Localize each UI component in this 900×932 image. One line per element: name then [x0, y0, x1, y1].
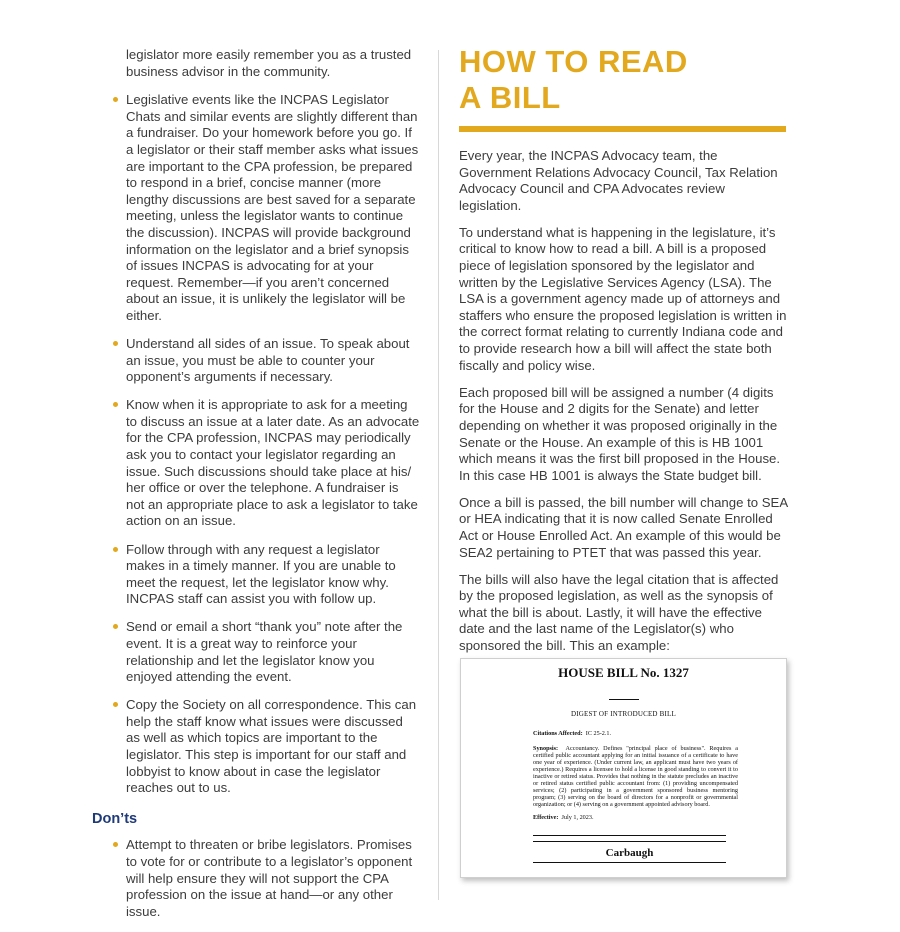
intro-text: legislator more easily remember you as a trusted business advisor in the community. [126, 47, 412, 79]
bill-synopsis: Synopsis: Accountancy. Defines "principal place of business". Requires a certified public accountant applying for an initial issuance of a certificate to have one year of experience. (Under current law, an applicant must have two years of experience.) Requires a licensee to hold a license in good standing to convert it to inactive or retired status. Provides that nothing in the statute precludes an inactive or retired status certified public accountant from: (1) providing uncompensated services; (2) participating in a government sponsored business mentoring program; (3) serving on the board of directors for a nonprofit or governmental organization; or (4) serving on a government appointed advisory board. [533, 745, 738, 808]
bill-effective: Effective: July 1, 2023. [533, 814, 594, 821]
paragraph: The bills will also have the legal citation that is affected by the proposed legislation, as well as the synopsis of what the bill is about. Lastly, it will have the effective date and the last name of the Legislator(s) who sponsored the bill. This an example: [459, 571, 779, 654]
dos-list [108, 92, 420, 797]
bullet-icon [113, 624, 118, 629]
bill-sponsor-block [533, 835, 726, 863]
donts-heading: Don’ts [92, 810, 138, 827]
bullet-icon [113, 341, 118, 346]
bill-rule [533, 835, 726, 836]
left-column [92, 47, 420, 932]
paragraph: Every year, the INCPAS Advocacy team, the Government Relations Advocacy Council, Tax Relation Advocacy Council and CPA Advocates review legislation. [459, 148, 778, 213]
list-item: Know when it is appropriate to ask for a meeting to discuss an issue at a later date. As an advocate for the CPA profession, INCPAS may periodically ask you to contact your legislator regarding an issue. Such discussions should take place at his/ her office or over the telephone. A fundraiser is not an appropriate place to ask a legislator to take action on an issue. [108, 397, 420, 530]
bullet-icon [113, 547, 118, 552]
bill-rule [533, 841, 726, 842]
bullet-icon [113, 842, 118, 847]
list-item: Follow through with any request a legislator makes in a timely manner. If you are unable to meet the request, let the legislator know why. INCPAS staff can assist you with follow up. [108, 542, 420, 608]
bill-digest-heading: DIGEST OF INTRODUCED BILL [570, 710, 676, 718]
list-item: Send or email a short “thank you” note after the event. It is a great way to reinforce your relationship and let the legislator know you enjoyed attending the event. [108, 619, 420, 685]
column-divider [438, 50, 439, 900]
paragraph: To understand what is happening in the legislature, it’s critical to know how to read a bill. A bill is a proposed piece of legislation sponsored by the legislator and written by the Legislative Services Agency (LSA). The LSA is a government agency made up of attorneys and staffers who ensure the proposed legislation is written in the correct format relating to currently Indiana code and to provide research how a bill will affect the state both fiscally and policy wise. [459, 224, 787, 373]
bill-example-image [460, 658, 787, 878]
bill-title: HOUSE BILL No. 1327 [558, 665, 689, 680]
list-item: Copy the Society on all correspondence. This can help the staff know what issues were discussed as well as which topics are important to the legislator. This step is important for our staff and lobbyist to know about in case the legislator reaches out to us. [108, 697, 420, 797]
bill-sponsor: Carbaugh [605, 847, 654, 859]
section-title: HOW TO READ A BILL [459, 44, 688, 115]
bullet-icon [113, 702, 118, 707]
bullet-icon [113, 402, 118, 407]
bill-title-rule [609, 699, 639, 700]
right-column [459, 44, 789, 665]
list-item: Attempt to threaten or bribe legislators. Promises to vote for or contribute to a legislator’s opponent will help ensure they will not support the CPA profession on the issue at hand—or any other issue. [108, 837, 420, 920]
bullet-icon [113, 97, 118, 102]
list-item: Legislative events like the INCPAS Legislator Chats and similar events are slightly different than a fundraiser. Do your homework before you go. If a legislator or their staff member asks what issues are important to the CPA profession, be prepared to respond in a brief, concise manner (more lengthy discussions are best saved for a separate meeting, unless the legislator wants to continue the discussion). INCPAS will provide background information on the legislator and a brief synopsis of issues INCPAS is advocating for at your request. Remember—if you aren’t concerned about an issue, it is unlikely the legislator will be either. [108, 92, 420, 324]
list-item: Understand all sides of an issue. To speak about an issue, you must be able to counter your opponent’s arguments if necessary. [108, 336, 420, 386]
bill-rule [533, 862, 726, 863]
bill-body [461, 730, 786, 821]
paragraph: Once a bill is passed, the bill number will change to SEA or HEA indicating that it is now called Senate Enrolled Act or House Enrolled Act. An example of this would be SEA2 pertaining to PTET that was passed this year. [459, 494, 788, 560]
paragraph: Each proposed bill will be assigned a number (4 digits for the House and 2 digits for the Senate) and letter depending on whether it was proposed originally in the Senate or the House. An example of this is HB 1001 which means it was the first bill proposed in the House. In this case HB 1001 is always the State budget bill. [459, 384, 781, 483]
bill-citations: Citations Affected: IC 25-2.1. [533, 730, 612, 737]
title-underline [459, 126, 786, 132]
donts-list [108, 837, 420, 920]
